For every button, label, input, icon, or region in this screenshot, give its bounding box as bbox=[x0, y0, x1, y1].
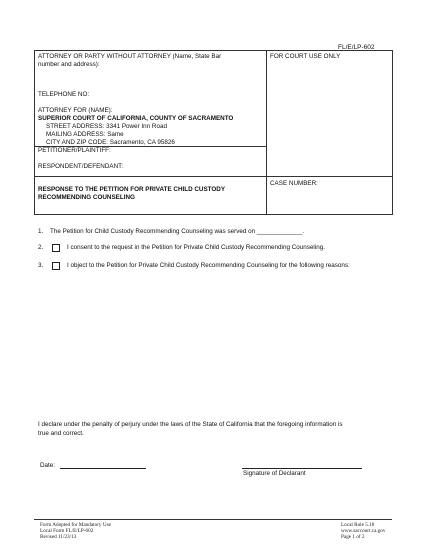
form-title-line2: RECOMMENDING COUNSELING bbox=[38, 194, 135, 201]
footer-right-line2: www.saccourt.ca.gov bbox=[341, 528, 386, 534]
item-3-number: 3. bbox=[38, 262, 44, 269]
item-2-number: 2. bbox=[38, 244, 44, 251]
footer-right-line1: Local Rule 5.18 bbox=[341, 522, 375, 528]
consent-checkbox[interactable] bbox=[52, 244, 60, 252]
footer-right-line3: Page 1 of 2 bbox=[341, 534, 365, 540]
item-1-number: 1. bbox=[38, 228, 44, 235]
mailing-address: MAILING ADDRESS: Same bbox=[46, 131, 124, 138]
court-use-label: FOR COURT USE ONLY bbox=[270, 53, 341, 60]
item-1-text: The Petition for Child Custody Recommending Counseling was served on _____________. bbox=[50, 228, 305, 235]
signature-label: Signature of Declarant bbox=[243, 470, 306, 477]
object-checkbox[interactable] bbox=[52, 262, 60, 270]
court-name: SUPERIOR COURT OF CALIFORNIA, COUNTY OF SACRAMENTO bbox=[38, 115, 234, 122]
signature-line[interactable] bbox=[242, 468, 362, 469]
date-line[interactable] bbox=[60, 468, 146, 469]
footer-rule bbox=[34, 519, 392, 520]
respondent-label: RESPONDENT/DEFENDANT: bbox=[38, 163, 124, 170]
footer-left-line1: Form Adopted for Mandatory Use bbox=[40, 522, 111, 528]
attorney-label-line1: ATTORNEY OR PARTY WITHOUT ATTORNEY (Name, State Bar bbox=[38, 53, 222, 60]
footer-left-line3: Revised 11/23/13 bbox=[40, 534, 77, 540]
date-label: Date: bbox=[40, 462, 56, 469]
declaration-line1: I declare under the penalty of perjury under the laws of the State of California that the foregoing information is bbox=[38, 421, 343, 428]
case-number-label: CASE NUMBER: bbox=[270, 180, 318, 187]
item-2-text: I consent to the request in the Petition for Private Child Custody Recommending Counseling. bbox=[67, 244, 325, 251]
caption-divider-title bbox=[34, 176, 392, 177]
caption-divider-vertical bbox=[266, 50, 267, 214]
form-title-line1: RESPONSE TO THE PETITION FOR PRIVATE CHILD CUSTODY bbox=[38, 186, 226, 193]
petitioner-label: PETITIONER/PLAINTIFF: bbox=[38, 147, 111, 154]
footer-left-line2: Local Form FL/E/LP-602 bbox=[40, 528, 94, 534]
attorney-for-label: ATTORNEY FOR (NAME): bbox=[38, 107, 113, 114]
item-3-text: I object to the Petition for Private Child Custody Recommending Counseling for the following reasons: bbox=[67, 262, 350, 269]
city-zip: CITY AND ZIP CODE: Sacramento, CA 95826 bbox=[46, 139, 175, 146]
telephone-label: TELEPHONE NO: bbox=[38, 91, 90, 98]
street-address: STREET ADDRESS: 3341 Power Inn Road bbox=[46, 123, 167, 130]
declaration-line2: true and correct. bbox=[38, 430, 84, 437]
attorney-label-line2: number and address): bbox=[38, 61, 100, 68]
form-number: FL/E/LP-602 bbox=[338, 44, 375, 51]
